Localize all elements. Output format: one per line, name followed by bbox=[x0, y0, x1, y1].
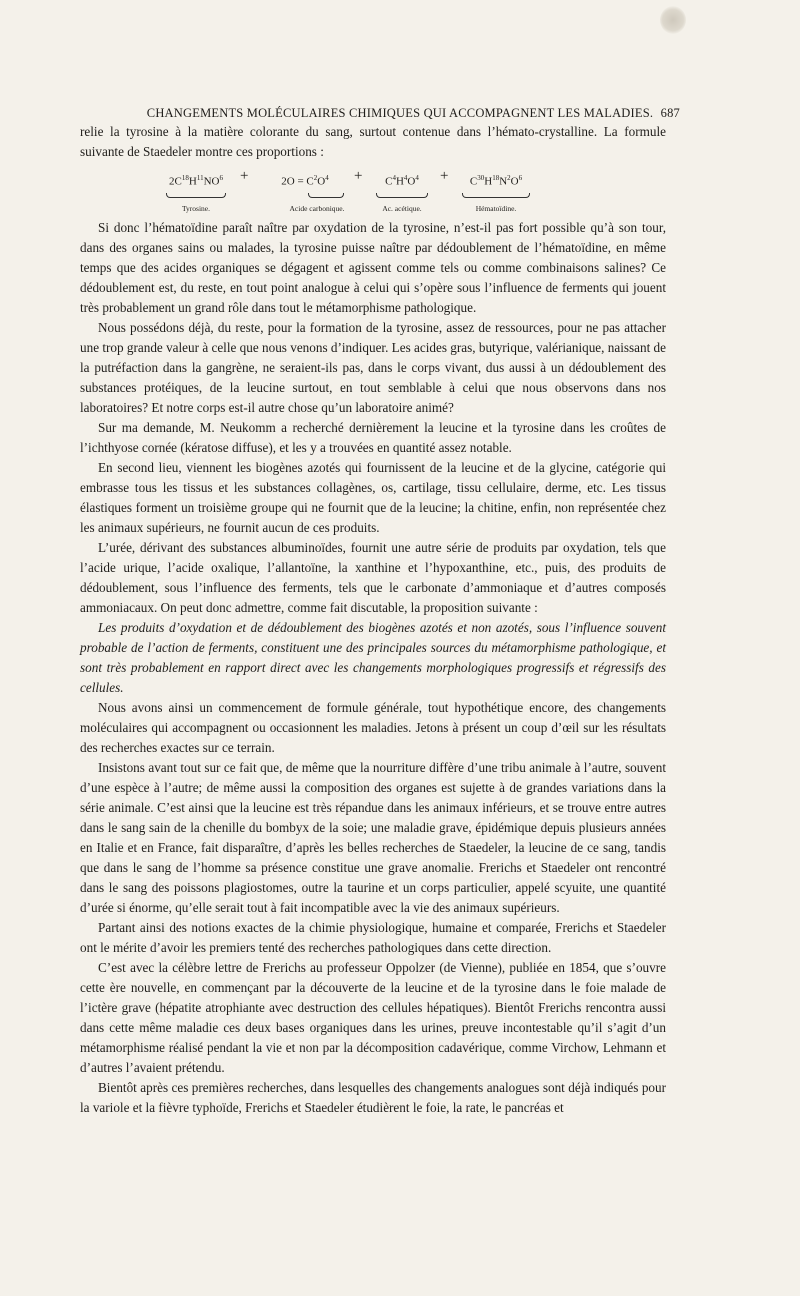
formula-term-tyrosine: $2C^{18}H^{11}NO^6$ Tyrosine. bbox=[160, 168, 232, 219]
paragraph: C’est avec la célèbre lettre de Frerichs au professeur Oppolzer (de Vienne), publiée en 1854, que s’ouvre cette ère nouvelle, en commençant par la découverte de la leucine et de la tyrosine dans le foie malade de l’ictère grave (hépatite atrophiante avec destruction des cellules hépatiques). Bientôt Frerichs rencontra aussi dans cette même maladie ces deux bases organiques dans les urines, preuve incontestable qu’il s’agit d’un métamorphisme réalisé pendant la vie et non par la décomposition cadavérique, comme Virchow, Lehmann et d’autres l’avaient prétendu. bbox=[80, 960, 666, 1075]
term-label: Acide carbonique. bbox=[289, 203, 345, 213]
plus-sign: + bbox=[354, 168, 363, 184]
paper-stain bbox=[660, 6, 686, 34]
paragraph: Nous avons ainsi un commencement de formule générale, tout hypothétique encore, des changements moléculaires qui accompagnent ou occasionnent les maladies. Jetons à présent un coup d’œil sur les résultats des recherches exactes sur ce terrain. bbox=[80, 700, 666, 755]
paragraph: Insistons avant tout sur ce fait que, de même que la nourriture diffère d’une tribu animale à l’autre, souvent d’une espèce à l’autre; de même aussi la composition des organes est sujette à de grandes variations dans la série animale. C’est ainsi que la leucine est très répandue dans les animaux inférieurs, et se trouve entre autres dans le sang sain de la chenille du bombyx de la soie; une maladie grave, épidémique depuis plusieurs années en Italie et en France, fait disparaître, d’après les belles recherches de Staedeler, la leucine de ce sang, tandis que dans le sang de l’homme sa présence constitue une grave anomalie. Frerichs et Staedeler ont rencontré dans le sang des poissons plagiostomes, outre la taurine et un corps particulier, appelé scyuite, une quantité d’urée si énorme, qu’elle serait tout à fait incompatible avec la vie des animaux supérieurs. bbox=[80, 760, 666, 915]
plus-sign: + bbox=[240, 168, 249, 184]
paragraph: L’urée, dérivant des substances albuminoïdes, fournit une autre série de produits par oxydation, tels que l’acide urique, l’acide oxalique, l’allantoïne, la xanthine et l’hypoxanthine, etc., puis, des produits de dédoublement, sous l’influence des ferments, tels que le carbonate d’ammoniaque et d’autres composés ammoniacaux. On peut donc admettre, comme fait discutable, la proposition suivante : bbox=[80, 540, 666, 615]
running-header bbox=[80, 106, 680, 121]
underbrace bbox=[376, 193, 428, 198]
underbrace bbox=[462, 193, 530, 198]
formula-term-acetic-acid: $C^4H^4O^4$ Ac. acétique. bbox=[370, 168, 434, 219]
plus-sign: + bbox=[440, 168, 449, 184]
paragraph: Nous possédons déjà, du reste, pour la formation de la tyrosine, assez de ressources, pour ne pas attacher une trop grande valeur à celle que nous venons d’indiquer. Les acides gras, butyrique, valérianique, naissant de la putréfaction dans la gangrène, ne seraient-ils pas, dans le corps vivant, dus aussi à un dédoublement des substances protéiques, de la leucine surtout, en tout semblable à celui que nous observons dans nos laboratoires? Et notre corps est-il autre chose qu’un laboratoire animé? bbox=[80, 320, 666, 415]
paragraph: Partant ainsi des notions exactes de la chimie physiologique, humaine et comparée, Frerichs et Staedeler ont le mérite d’avoir les premiers tenté des recherches pathologiques dans cette direction. bbox=[80, 920, 666, 955]
italic-proposition: Les produits d’oxydation et de dédoublement des biogènes azotés et non azotés, sous l’influence souvent probable de l’action de ferments, constituent une des principales sources du métamorphisme pathologique, et sont très probablement en rapport direct avec les changements morphologiques progressifs et régressifs des cellules. bbox=[80, 620, 666, 695]
term-label: Tyrosine. bbox=[181, 203, 210, 213]
paragraph: En second lieu, viennent les biogènes azotés qui fournissent de la leucine et de la glycine, catégorie qui embrasse tous les tissus et les substances collagènes, os, cartilage, tissu cellulaire, derme, etc. Les tissus élastiques forment un troisième groupe qui ne fournit que de la leucine; la chitine, enfin, non représentée chez les animaux supérieurs, ne fournit aucun de ces produits. bbox=[80, 460, 666, 535]
chemical-formula bbox=[80, 166, 666, 214]
term-label: Hématoïdine. bbox=[475, 203, 517, 213]
formula-term-carbonic-acid: $2O = C^2O^4$ Acide carbonique. bbox=[260, 168, 350, 219]
body-text bbox=[80, 122, 666, 1118]
page-number: 687 bbox=[660, 106, 680, 120]
intro-paragraph: relie la tyrosine à la matière colorante du sang, surtout contenue dans l’hémato-crystalline. La formule suivante de Staedeler montre ces proportions : bbox=[80, 124, 666, 159]
formula-term-hematoidine: $C^{30}H^{18}N^2O^6$ Hématoïdine. bbox=[456, 168, 536, 219]
paragraph: Bientôt après ces premières recherches, dans lesquelles des changements analogues sont déjà indiqués pour la variole et la fièvre typhoïde, Frerichs et Staedeler étudièrent le foie, la rate, le pancréas et bbox=[80, 1080, 666, 1115]
underbrace bbox=[308, 193, 344, 198]
underbrace bbox=[166, 193, 226, 198]
running-title: CHANGEMENTS MOLÉCULAIRES CHIMIQUES QUI ACCOMPAGNENT LES MALADIES. bbox=[146, 106, 654, 120]
term-label: Ac. acétique. bbox=[382, 203, 422, 213]
paragraph: Sur ma demande, M. Neukomm a recherché dernièrement la leucine et la tyrosine dans les croûtes de l’ichthyose cornée (kératose diffuse), et les y a trouvées en quantité assez notable. bbox=[80, 420, 666, 455]
paragraph: Si donc l’hématoïdine paraît naître par oxydation de la tyrosine, n’est-il pas fort possible qu’à son tour, dans des organes sains ou malades, la tyrosine puisse naître par dédoublement de l’hématoïdine, en même temps que des acides organiques se dégagent et agissent comme tels ou comme combinaisons salines? Ce dédoublement est, du reste, en tout point analogue à celui qui s’opère sous l’influence de ferments qui jouent très probablement un grand rôle dans tout le métamorphisme pathologique. bbox=[80, 220, 666, 315]
